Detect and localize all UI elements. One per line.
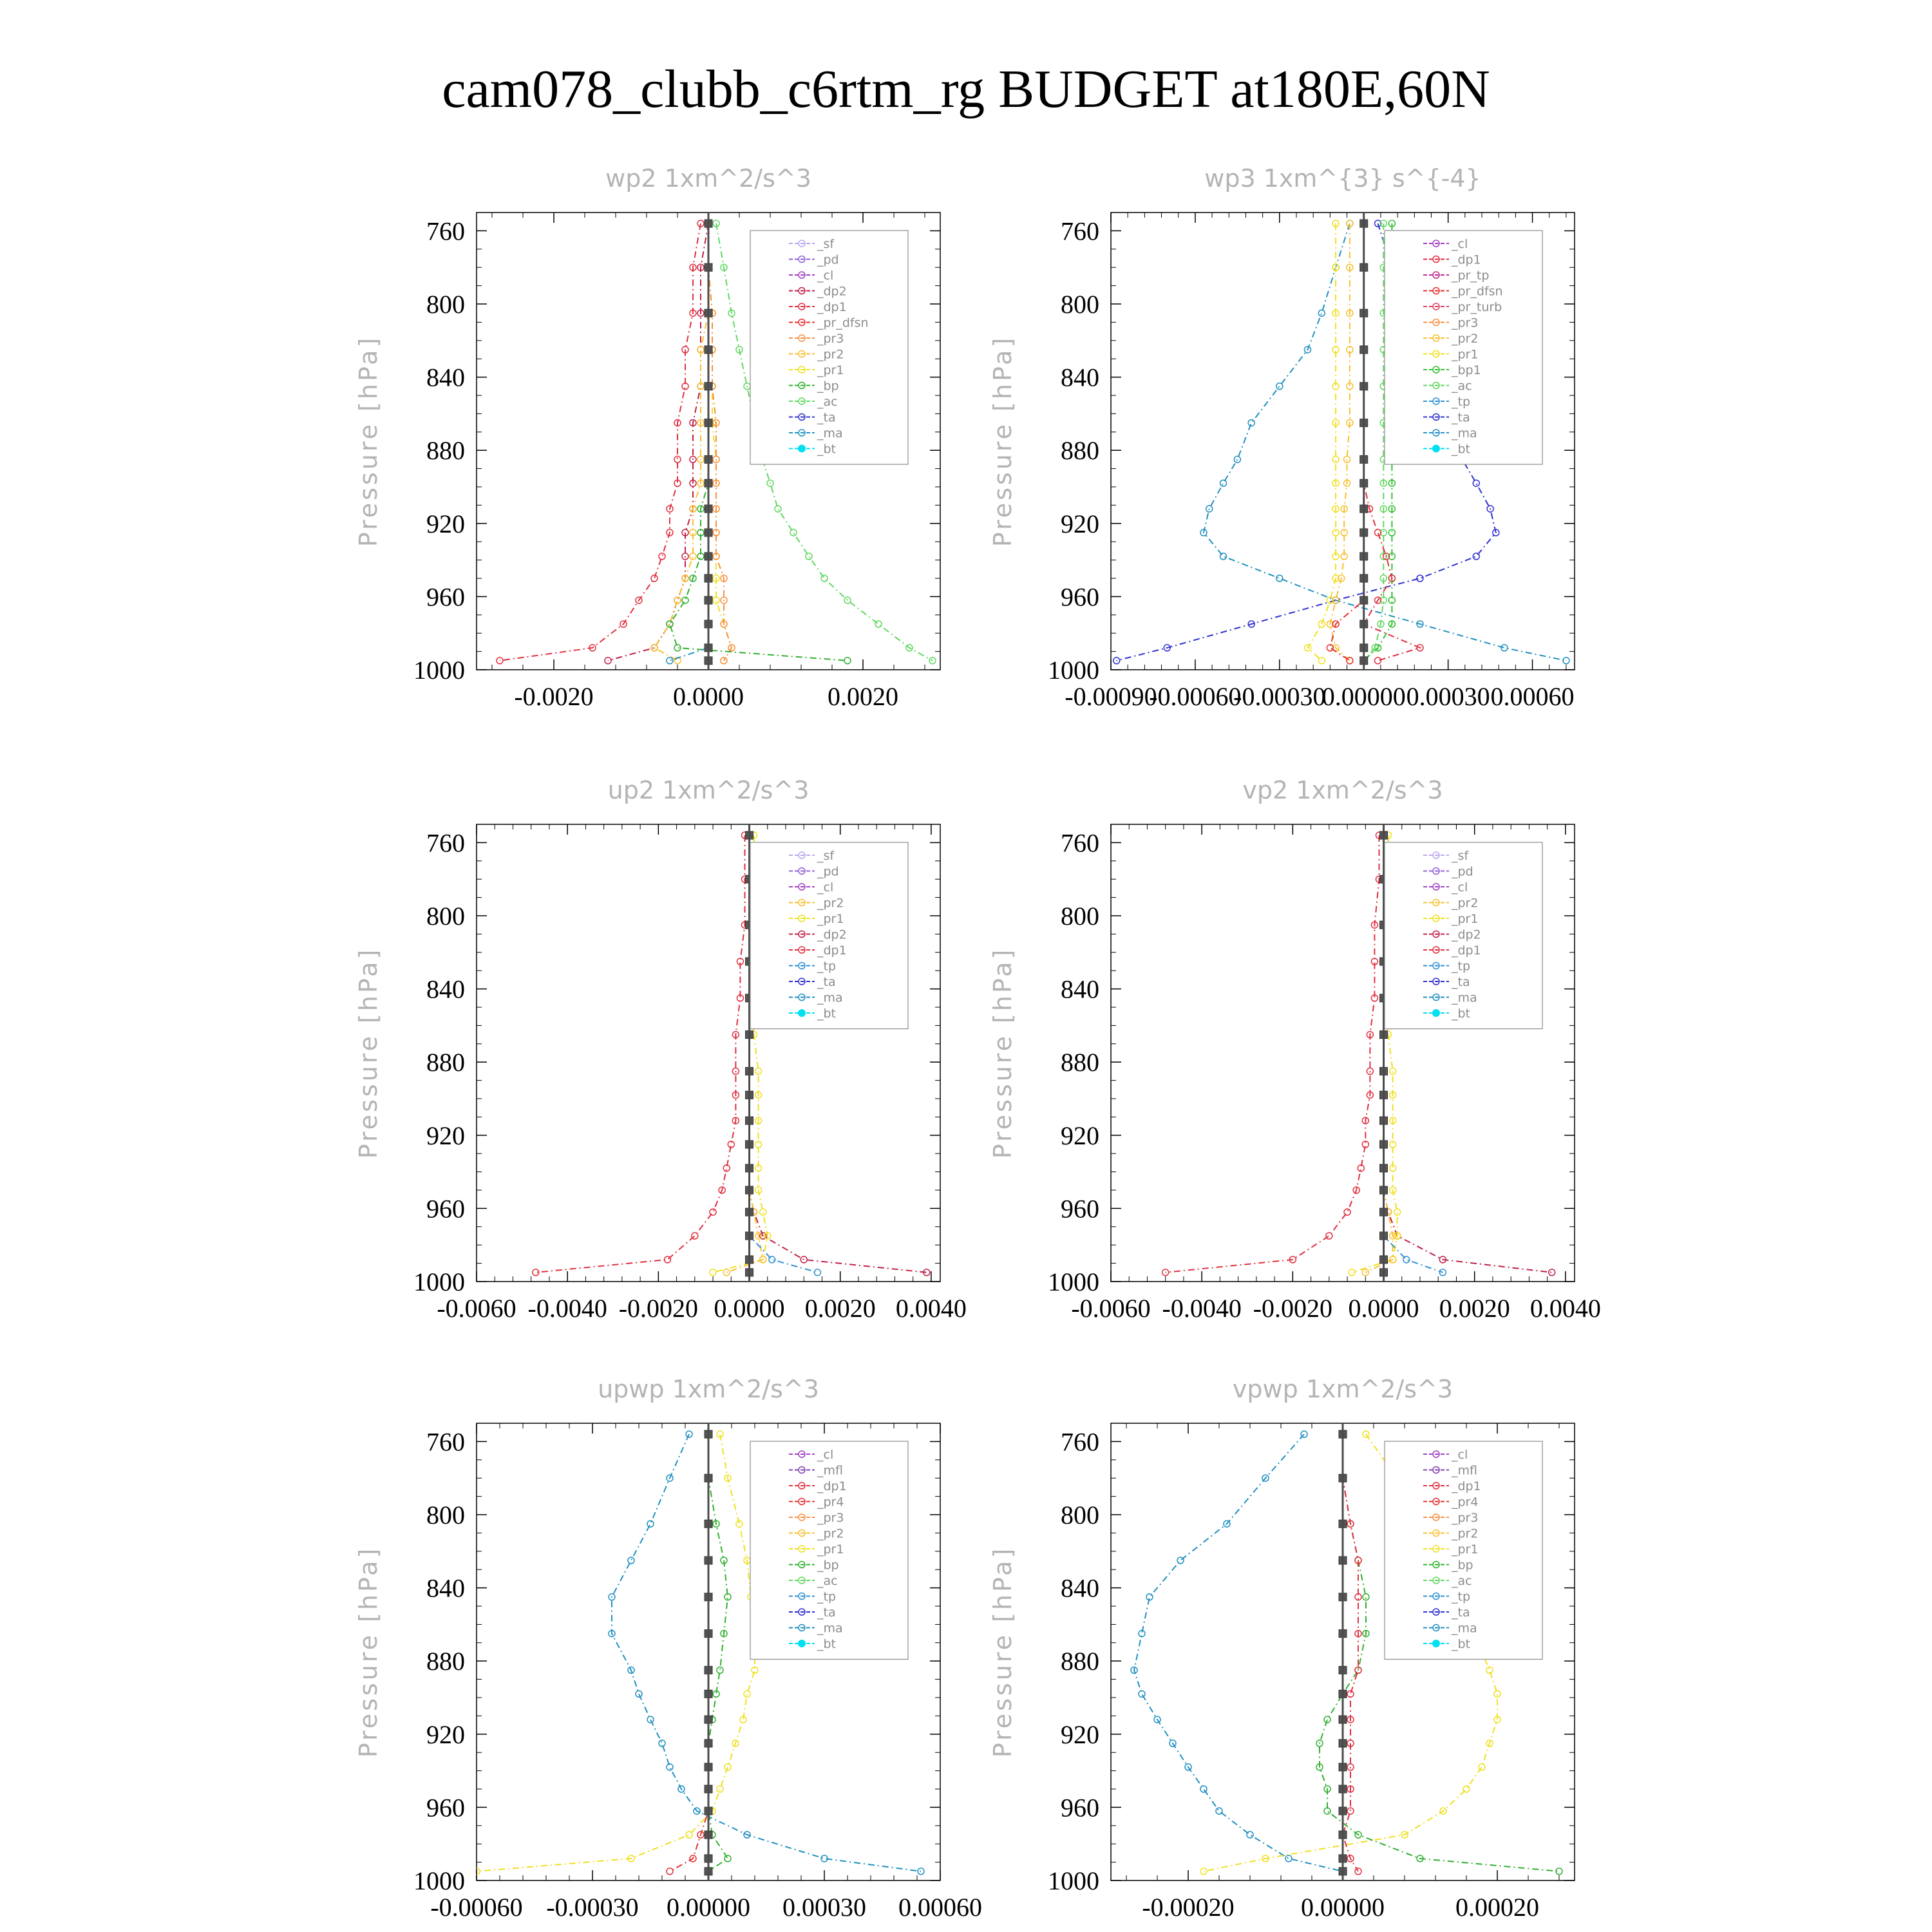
series-line-bp <box>708 1434 728 1871</box>
legend-label: _ma <box>817 990 843 1005</box>
legend-label: _ta <box>817 975 836 989</box>
data-point <box>1362 1269 1368 1276</box>
legend-label: _bp <box>817 379 839 393</box>
legend-label: _bt <box>1452 442 1471 457</box>
data-point <box>1486 1667 1493 1673</box>
y-tick-label: 1000 <box>413 656 465 685</box>
x-tick-label: -0.00030 <box>546 1893 639 1922</box>
legend-label: _pr_tp <box>1452 269 1490 283</box>
y-tick-label: 760 <box>426 1427 465 1457</box>
data-point <box>1394 1209 1401 1215</box>
legend-label: _dp2 <box>817 927 847 942</box>
series-line-dp2 <box>608 223 708 661</box>
legend-label: _cl <box>817 880 834 895</box>
data-point <box>744 1690 750 1697</box>
x-tick-label: 0.00000 <box>1301 1893 1385 1922</box>
legend-label: _mfl <box>1452 1463 1477 1478</box>
x-tick-label: -0.0060 <box>437 1294 516 1323</box>
x-tick-label: 0.0040 <box>1530 1294 1601 1323</box>
legend-label: _pr1 <box>817 912 844 926</box>
series-line-pr4 <box>670 1434 708 1871</box>
legend-label: _pr2 <box>1452 896 1479 911</box>
y-tick-label: 1000 <box>1048 1866 1099 1895</box>
legend-label: _pr_turb <box>1452 300 1502 314</box>
y-tick-label: 1000 <box>413 1866 465 1895</box>
y-tick-label: 760 <box>1061 216 1099 246</box>
y-tick-label: 960 <box>426 1793 465 1823</box>
legend-marker <box>1432 1640 1440 1647</box>
data-point <box>724 1855 731 1862</box>
legend-label: _ta <box>1452 410 1470 425</box>
data-point <box>667 1764 673 1770</box>
legend-label: _sf <box>1452 849 1469 863</box>
panel-5 <box>989 1375 1575 1922</box>
series-line-ma <box>1134 1434 1343 1871</box>
data-point <box>1347 658 1353 664</box>
y-tick-label: 880 <box>1061 1048 1099 1077</box>
legend-label: _bt <box>1452 1007 1471 1021</box>
y-tick-label: 840 <box>426 1573 465 1603</box>
legend-label: _pr1 <box>817 363 844 377</box>
legend-label: _tp <box>817 959 837 974</box>
data-point <box>755 1068 762 1074</box>
data-point <box>1276 383 1283 390</box>
data-point <box>821 575 828 582</box>
data-point <box>1216 1808 1222 1814</box>
legend-label: _ta <box>1452 1605 1470 1620</box>
data-point <box>710 1269 716 1276</box>
legend-label: _pd <box>817 252 839 267</box>
data-point <box>1332 529 1339 536</box>
data-point <box>692 1233 698 1239</box>
data-point <box>844 597 851 603</box>
legend-label: _ma <box>1452 990 1477 1005</box>
data-point <box>1220 480 1227 486</box>
data-point <box>1276 575 1283 582</box>
legend-label: _dp2 <box>817 284 847 299</box>
data-point <box>636 1690 642 1697</box>
y-tick-label: 920 <box>426 1719 465 1749</box>
data-point <box>1324 1808 1331 1814</box>
legend-label: _dp1 <box>817 943 847 958</box>
y-tick-label: 880 <box>426 436 465 466</box>
data-point <box>1285 1855 1292 1862</box>
legend-label: _pr_dfsn <box>817 316 869 330</box>
legend-label: _dp1 <box>817 1479 847 1493</box>
panel-4 <box>354 1375 982 1922</box>
legend-label: _ma <box>817 1621 843 1636</box>
panel-title: upwp 1xm^2/s^3 <box>598 1375 819 1403</box>
x-tick-label: 0.00020 <box>1455 1893 1539 1922</box>
legend-label: _tp <box>1452 395 1471 409</box>
legend-label: _bt <box>817 1637 837 1651</box>
legend-label: _bt <box>817 442 837 457</box>
series-line-dp1 <box>1166 835 1379 1273</box>
panel-0 <box>354 164 940 711</box>
figure-title: cam078_clubb_c6rtm_rg BUDGET at180E,60N <box>442 59 1490 119</box>
y-axis-label: Pressure [hPa] <box>989 1546 1017 1758</box>
y-tick-label: 840 <box>426 974 465 1004</box>
data-point <box>875 621 882 627</box>
legend-label: _sf <box>817 237 835 251</box>
legend-label: _pr3 <box>817 1511 844 1525</box>
legend-label: _cl <box>817 1448 834 1462</box>
legend-marker <box>798 1009 806 1017</box>
data-point <box>1234 456 1240 462</box>
legend-label: _cl <box>1452 1448 1468 1462</box>
panel-title: vpwp 1xm^2/s^3 <box>1232 1375 1454 1403</box>
data-point <box>1344 456 1350 462</box>
data-point <box>755 1141 762 1148</box>
data-point <box>674 456 681 462</box>
data-point <box>1220 553 1227 560</box>
y-tick-label: 960 <box>1061 1793 1099 1823</box>
legend-marker <box>1432 1009 1440 1017</box>
legend-label: _cl <box>1452 880 1468 895</box>
data-point <box>1139 1690 1145 1697</box>
data-point <box>1390 1068 1396 1074</box>
legend-label: _pr_dfsn <box>1452 284 1503 299</box>
x-tick-label: 0.00060 <box>1490 682 1575 711</box>
data-point <box>1341 529 1347 536</box>
legend-label: _dp1 <box>1452 1479 1481 1493</box>
y-tick-label: 960 <box>426 1194 465 1224</box>
data-point <box>1200 1786 1207 1792</box>
y-axis-label: Pressure [hPa] <box>989 335 1017 547</box>
data-point <box>1318 310 1325 316</box>
legend-label: _sf <box>817 849 835 863</box>
y-axis-label: Pressure [hPa] <box>354 1546 383 1758</box>
y-tick-label: 880 <box>1061 1647 1099 1676</box>
panel-title: vp2 1xm^2/s^3 <box>1242 776 1443 804</box>
data-point <box>667 1868 673 1875</box>
legend-label: _bp <box>1452 1558 1473 1573</box>
data-point <box>1326 1233 1332 1239</box>
x-tick-label: 0.0000 <box>673 682 744 711</box>
y-tick-label: 760 <box>1061 828 1099 858</box>
y-axis-label: Pressure [hPa] <box>354 335 383 547</box>
y-tick-label: 1000 <box>413 1267 465 1296</box>
data-point <box>775 506 781 512</box>
data-point <box>659 553 665 560</box>
data-point <box>647 1716 654 1723</box>
data-point <box>1494 1690 1501 1697</box>
x-tick-label: 0.00030 <box>782 1893 866 1922</box>
legend-marker <box>1432 445 1440 453</box>
data-point <box>1177 1557 1184 1564</box>
y-tick-label: 800 <box>1061 290 1099 319</box>
data-point <box>647 1520 654 1527</box>
x-tick-label: 0.00030 <box>1406 682 1490 711</box>
series-line-dp1 <box>1343 1434 1358 1871</box>
x-tick-label: 0.0040 <box>895 1294 967 1323</box>
legend-label: _mfl <box>817 1463 843 1478</box>
data-point <box>682 597 688 603</box>
y-tick-label: 800 <box>1061 1501 1099 1530</box>
x-tick-label: 0.0020 <box>1439 1294 1510 1323</box>
data-point <box>1248 420 1255 426</box>
legend-label: _pr2 <box>1452 332 1479 346</box>
data-point <box>1479 1764 1485 1770</box>
data-point <box>664 1256 670 1263</box>
data-point <box>667 658 673 664</box>
legend-label: _dp1 <box>1452 252 1481 267</box>
panel-1 <box>989 164 1575 711</box>
data-point <box>1324 1716 1331 1723</box>
panel-2 <box>354 776 967 1323</box>
series-line-pr2 <box>654 223 708 661</box>
legend-label: _pr3 <box>1452 316 1479 330</box>
y-tick-label: 760 <box>1061 1427 1099 1457</box>
legend-label: _ac <box>817 1574 838 1588</box>
legend-label: _pd <box>1452 864 1473 879</box>
x-tick-label: 0.0020 <box>804 1294 876 1323</box>
data-point <box>1549 1269 1555 1276</box>
legend-label: _pr3 <box>1452 1511 1479 1525</box>
data-point <box>710 1209 716 1215</box>
y-tick-label: 920 <box>426 1121 465 1150</box>
y-tick-label: 800 <box>426 902 465 931</box>
legend-label: _ta <box>1452 975 1470 989</box>
y-tick-label: 920 <box>426 509 465 538</box>
data-point <box>844 658 851 664</box>
x-tick-label: 0.00000 <box>667 1893 750 1922</box>
data-point <box>659 1740 665 1747</box>
legend-label: _pr1 <box>1452 912 1479 926</box>
data-point <box>651 575 658 582</box>
legend-label: _dp1 <box>817 300 847 314</box>
x-tick-label: -0.00020 <box>1142 1893 1235 1922</box>
data-point <box>717 1786 723 1792</box>
legend-label: _pr3 <box>817 332 844 346</box>
x-tick-label: 0.00000 <box>1321 682 1406 711</box>
x-tick-label: -0.00090 <box>1065 682 1157 711</box>
x-tick-label: -0.0020 <box>1253 1294 1333 1323</box>
legend-label: _bp <box>817 1558 839 1573</box>
data-point <box>686 1832 692 1838</box>
y-tick-label: 840 <box>1061 1573 1099 1603</box>
legend-label: _dp2 <box>1452 927 1481 942</box>
data-point <box>1390 1141 1396 1148</box>
legend-label: _pd <box>817 864 839 879</box>
data-point <box>1363 1594 1369 1600</box>
legend-label: _cl <box>817 269 834 283</box>
panel-title: wp2 1xm^2/s^3 <box>605 164 811 193</box>
series-line-pr1 <box>477 1434 755 1871</box>
y-tick-label: 760 <box>426 216 465 246</box>
legend-marker <box>798 1640 806 1647</box>
x-tick-label: 0.00060 <box>898 1893 982 1922</box>
data-point <box>628 1557 634 1564</box>
data-point <box>814 1269 820 1276</box>
series-line-pr2 <box>1330 223 1350 661</box>
legend-label: _ac <box>1452 1574 1472 1588</box>
panel-3 <box>989 776 1601 1323</box>
legend-label: _ta <box>817 410 836 425</box>
legend-label: _ma <box>817 426 843 440</box>
y-tick-label: 880 <box>426 1647 465 1676</box>
data-point <box>790 529 797 536</box>
y-tick-label: 920 <box>1061 1121 1099 1150</box>
y-tick-label: 800 <box>426 1501 465 1530</box>
legend-label: _tp <box>1452 1589 1471 1604</box>
series-line-dp1 <box>500 223 701 661</box>
legend-label: _ac <box>1452 379 1472 393</box>
data-point <box>760 1209 766 1215</box>
legend-label: _ma <box>1452 1621 1477 1636</box>
x-tick-label: 0.0000 <box>714 1294 785 1323</box>
y-tick-label: 800 <box>1061 902 1099 931</box>
legend-label: _pr2 <box>817 347 844 362</box>
series-line-ma <box>670 223 708 661</box>
x-tick-label: -0.0040 <box>527 1294 607 1323</box>
data-point <box>717 1667 723 1673</box>
y-tick-label: 880 <box>426 1048 465 1077</box>
data-point <box>713 456 719 462</box>
y-tick-label: 920 <box>1061 509 1099 538</box>
y-tick-label: 840 <box>426 363 465 392</box>
data-point <box>674 645 681 651</box>
legend-label: _pr1 <box>1452 1542 1479 1557</box>
data-point <box>1332 456 1339 462</box>
data-point <box>1347 1690 1354 1697</box>
y-tick-label: 880 <box>1061 436 1099 466</box>
y-tick-label: 840 <box>1061 974 1099 1004</box>
legend-label: _pr2 <box>817 1526 844 1541</box>
data-point <box>1344 1209 1350 1215</box>
y-axis-label: Pressure [hPa] <box>989 947 1017 1159</box>
data-point <box>1375 658 1381 664</box>
y-axis-label: Pressure [hPa] <box>354 947 383 1159</box>
x-tick-label: 0.0000 <box>1348 1294 1419 1323</box>
data-point <box>1247 1832 1253 1838</box>
y-tick-label: 960 <box>426 582 465 612</box>
panel-title: wp3 1xm^{3} s^{-4} <box>1204 164 1481 193</box>
y-tick-label: 800 <box>426 290 465 319</box>
legend-label: _tp <box>817 1589 837 1604</box>
legend-label: _dp1 <box>1452 943 1481 958</box>
x-tick-label: -0.00030 <box>1233 682 1326 711</box>
x-tick-label: -0.0060 <box>1071 1294 1151 1323</box>
legend-label: _ma <box>1452 426 1477 440</box>
legend-label: _ac <box>817 395 838 409</box>
legend-label: _cl <box>1452 237 1468 251</box>
legend-label: _ta <box>817 1605 836 1620</box>
legend-label: _bp1 <box>1452 363 1481 377</box>
data-point <box>806 553 812 560</box>
legend-label: _pr1 <box>1452 347 1479 362</box>
legend-label: _pr4 <box>817 1495 844 1510</box>
data-point <box>1463 1786 1470 1792</box>
y-tick-label: 920 <box>1061 1719 1099 1749</box>
legend-label: _bt <box>1452 1637 1471 1651</box>
x-tick-label: -0.00060 <box>1149 682 1242 711</box>
data-point <box>713 597 719 603</box>
data-point <box>674 597 681 603</box>
legend-label: _pr2 <box>817 896 844 911</box>
x-tick-label: -0.00060 <box>430 1893 523 1922</box>
series-line-dp1 <box>536 835 745 1273</box>
data-point <box>1473 553 1479 560</box>
legend-label: _pr2 <box>1452 1526 1479 1541</box>
legend-label: _pr1 <box>817 1542 844 1557</box>
x-tick-label: 0.0020 <box>828 682 898 711</box>
y-tick-label: 760 <box>426 828 465 858</box>
legend-label: _tp <box>1452 959 1471 974</box>
data-point <box>690 553 696 560</box>
data-point <box>1473 480 1479 486</box>
data-point <box>1347 1808 1354 1814</box>
y-tick-label: 840 <box>1061 363 1099 392</box>
data-point <box>1403 1256 1410 1263</box>
legend-label: _pr4 <box>1452 1495 1479 1510</box>
x-tick-label: -0.0020 <box>618 1294 699 1323</box>
y-tick-label: 960 <box>1061 1194 1099 1224</box>
x-tick-label: -0.0040 <box>1162 1294 1242 1323</box>
legend-marker <box>798 445 806 453</box>
x-tick-label: -0.0020 <box>514 682 594 711</box>
y-tick-label: 1000 <box>1048 656 1099 685</box>
panel-title: up2 1xm^2/s^3 <box>607 776 810 804</box>
data-point <box>1388 529 1395 536</box>
y-tick-label: 1000 <box>1048 1267 1099 1296</box>
legend-label: _bt <box>817 1007 837 1021</box>
y-tick-label: 960 <box>1061 582 1099 612</box>
